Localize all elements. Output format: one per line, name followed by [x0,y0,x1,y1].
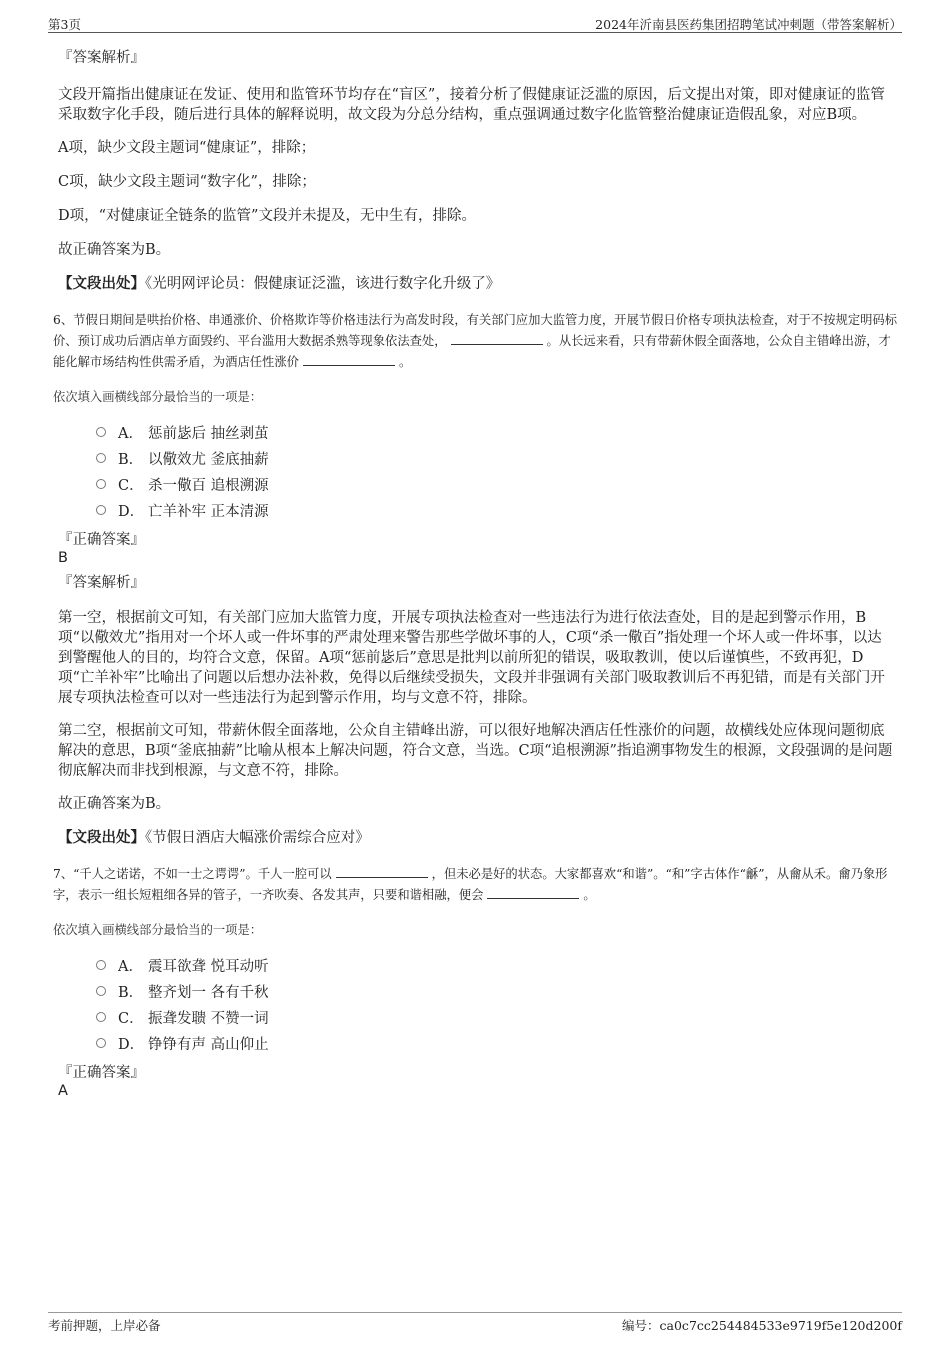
analysis-paragraph: 文段开篇指出健康证在发证、使用和监管环节均存在“盲区”，接着分析了假健康证泛滥的原因，后文提出对策，即对健康证的监管采取数字化手段，随后进行具体的解释说明，故文段为分总分结构，重点强调通过数字化监管整治健康证造假乱象，对应B项。 [58,87,885,123]
question-text: 6、节假日期间是哄抬价格、串通涨价、价格欺诈等价格违法行为高发时段，有关部门应加大监管力度，开展节假日价格专项执法检查，对于不按规定明码标价、预订成功后酒店单方面毁约、平台滥用大数据杀熟等现象依法查处， [53,313,898,348]
page-footer [48,1312,902,1333]
radio-button[interactable] [96,427,106,437]
source-text: 《节假日酒店大幅涨价需综合应对》 [145,830,370,846]
question-6-stem [53,310,902,373]
radio-button[interactable] [96,505,106,515]
radio-button[interactable] [96,1038,106,1048]
option-letter: B． [118,984,144,1001]
source-citation [58,828,896,848]
option-text: 整齐划一 各有千秋 [148,984,269,1001]
analysis-paragraph: C项，缺少文段主题词“数字化”，排除； [58,174,316,190]
radio-button[interactable] [96,960,106,970]
analysis-paragraph: 故正确答案为B。 [58,796,171,812]
fill-blank [336,864,428,878]
page-header [48,14,902,33]
option-b[interactable] [96,978,896,1004]
option-d[interactable] [96,1030,896,1056]
option-letter: B． [118,451,144,468]
question-text: 7、“千人之诺诺，不如一士之谔谔”。千人一腔可以 [53,867,332,881]
option-text: 惩前毖后 抽丝剥茧 [148,425,269,442]
option-c[interactable] [96,1004,896,1030]
radio-button[interactable] [96,986,106,996]
document-title: 2024年沂南县医药集团招聘笔试冲刺题（带答案解析） [595,17,902,32]
correct-answer-value: B [58,550,68,566]
fill-blank [451,331,543,345]
option-d[interactable] [96,497,896,523]
analysis-paragraph: 第一空，根据前文可知，有关部门应加大监管力度，开展专项执法检查对一些违法行为进行依法查处，目的是起到警示作用，B项“以儆效尤”指用对一个坏人或一件坏事的严肃处理来警告那些学做坏事的人，C项“杀一儆百”指处理一个坏人或一件坏事，以达到警醒他人的目的，均符合文意，保留。A项“惩前毖后”意思是批判以前所犯的错误，吸取教训，使以后谨慎些，不致再犯，D项“亡羊补牢”比喻出了问题以后想办法补救，免得以后继续受损失，文段并非强调有关部门吸取教训后不再犯错，而是有关部门开展专项执法检查可以对一些违法行为起到警示作用，均与文意不符，排除。 [58,610,885,706]
question-instruction: 依次填入画横线部分最恰当的一项是： [53,923,263,937]
option-c[interactable] [96,471,896,497]
source-citation [58,274,896,294]
option-letter: D． [118,503,145,520]
question-instruction: 依次填入画横线部分最恰当的一项是： [53,390,263,404]
correct-answer-label: 『正确答案』 [58,532,145,548]
option-text: 以儆效尤 釜底抽薪 [148,451,269,468]
footer-slogan: 考前押题，上岸必备 [48,1318,161,1333]
option-text: 振聋发聩 不赞一词 [148,1010,269,1027]
question-6-options [96,419,896,523]
analysis-paragraph: A项，缺少文段主题词“健康证”，排除； [58,140,316,156]
radio-button[interactable] [96,479,106,489]
source-tag: 【文段出处】 [58,829,145,846]
option-letter: A． [118,425,143,442]
analysis-paragraph: D项，“对健康证全链条的监管”文段并未提及，无中生有，排除。 [58,208,476,224]
question-text: 。从长远来看，只有带薪休假全面落地，公众自主错峰出游，才能化解市场结构性供需矛盾，为酒店任性涨价 [53,334,891,369]
question-text: 。 [398,355,412,369]
document-id: 编号：ca0c7cc254484533e9719f5e120d200f [622,1318,902,1333]
option-text: 亡羊补牢 正本清源 [148,503,269,520]
option-letter: C． [118,477,144,494]
source-text: 《光明网评论员：假健康证泛滥，该进行数字化升级了》 [145,276,501,292]
radio-button[interactable] [96,1012,106,1022]
radio-button[interactable] [96,453,106,463]
option-text: 铮铮有声 高山仰止 [148,1036,269,1053]
question-text: 。 [583,888,596,902]
document-body [53,46,898,1104]
analysis-paragraph: 故正确答案为B。 [58,242,171,258]
option-letter: A． [118,958,143,975]
fill-blank [303,352,395,366]
option-a[interactable] [96,419,896,445]
option-text: 震耳欲聋 悦耳动听 [148,958,269,975]
analysis-label: 『答案解析』 [58,575,145,591]
option-letter: C． [118,1010,144,1027]
source-tag: 【文段出处】 [58,275,145,292]
option-text: 杀一儆百 追根溯源 [148,477,269,494]
option-b[interactable] [96,445,896,471]
analysis-paragraph: 第二空，根据前文可知，带薪休假全面落地，公众自主错峰出游，可以很好地解决酒店任性涨价的问题，故横线处应体现问题彻底解决的意思，B项“釜底抽薪”比喻从根本上解决问题，符合文意，当选。C项“追根溯源”指追溯事物发生的根源，文段强调的是问题彻底解决而非找到根源，与文意不符，排除。 [58,723,893,779]
question-7-stem [53,864,902,906]
analysis-label: 『答案解析』 [58,50,145,66]
page-number: 第3页 [48,17,81,32]
question-text: ，但未必是好的状态。大家都喜欢“和谐”。“和”字古体作“龢”，从龠从禾。龠乃象形字，表示一组长短粗细各异的管子，一齐吹奏、各发其声，只要和谐相融，便会 [53,867,888,902]
option-letter: D． [118,1036,145,1053]
correct-answer-label: 『正确答案』 [58,1065,145,1081]
question-7-options [96,952,896,1056]
option-a[interactable] [96,952,896,978]
correct-answer-value: A [58,1083,68,1099]
fill-blank [487,885,579,899]
